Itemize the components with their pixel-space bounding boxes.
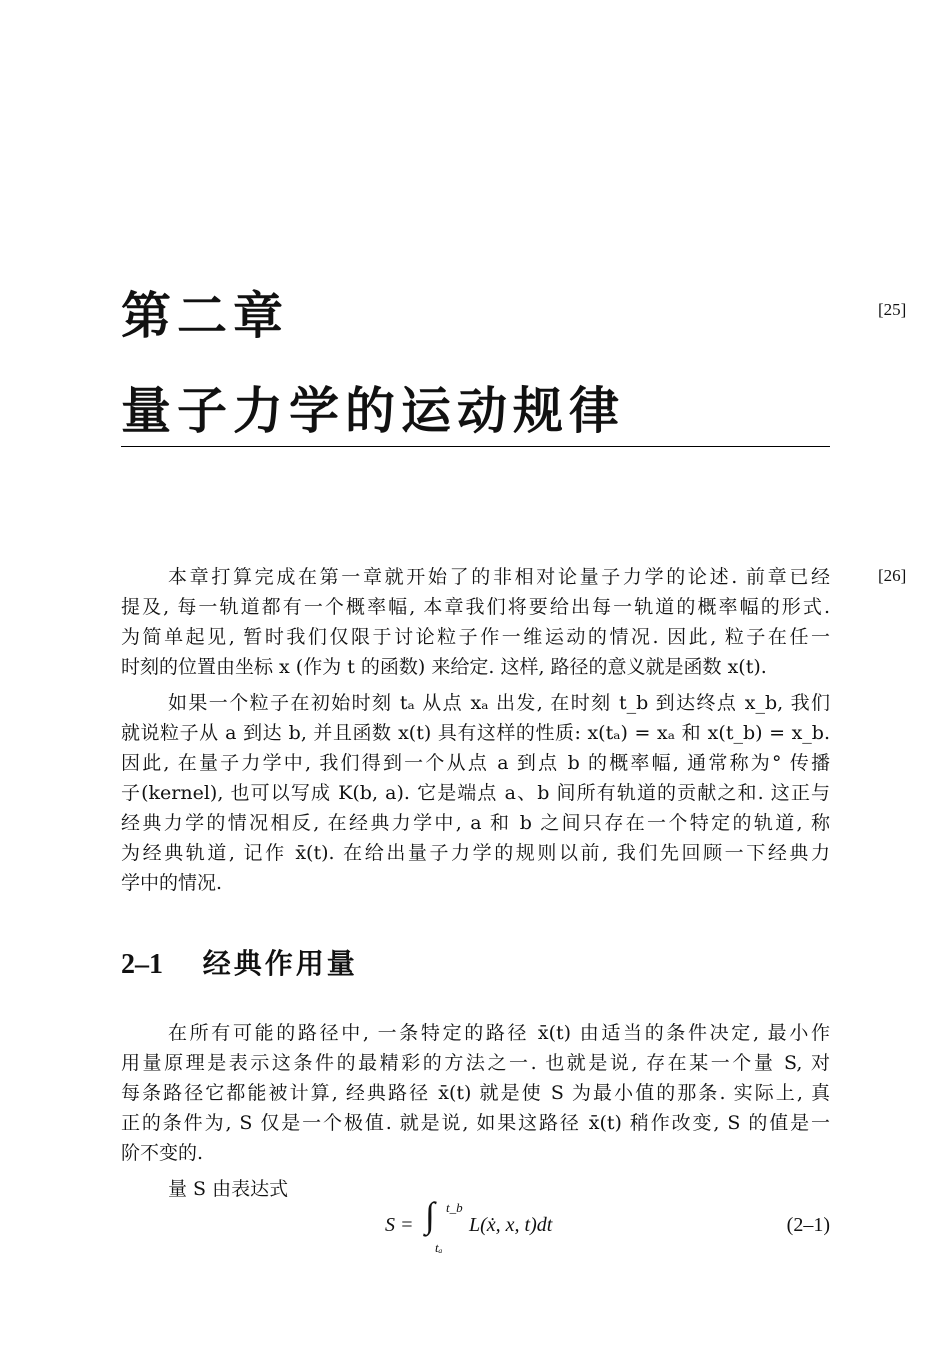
text-line: 正的条件为, S 仅是一个极值. 就是说, 如果这路径 x̄(t) 稍作改变, S 的值是一 <box>121 1112 830 1134</box>
page-marker-26: [26] <box>878 566 907 585</box>
integrand: L(ẋ, x, t)dt <box>469 1214 553 1236</box>
text-line: 提及, 每一轨道都有一个概率幅, 本章我们将要给出每一轨道的概率幅的形式. <box>121 596 830 618</box>
equation-number: (2–1) <box>786 1214 830 1236</box>
chapter-title: 量子力学的运动规律 <box>121 382 625 440</box>
intro-paragraph-1 <box>121 562 830 682</box>
text-line: 经典力学的情况相反, 在经典力学中, a 和 b 之间只存在一个特定的轨道, 称 <box>121 812 830 834</box>
upper-limit: t_b <box>446 1200 463 1215</box>
text-line: 本章打算完成在第一章就开始了的非相对论量子力学的论述. 前章已经 <box>168 566 830 588</box>
lower-limit: tₐ <box>435 1240 443 1255</box>
intro-paragraph-2 <box>121 688 830 898</box>
section-title: 经典作用量 <box>202 947 358 980</box>
text-line: 时刻的位置由坐标 x (作为 t 的函数) 来给定. 这样, 路径的意义就是函数 x(t). <box>121 656 767 678</box>
chapter-number: 第二章 <box>121 287 289 345</box>
text-line: 就说粒子从 a 到达 b, 并且函数 x(t) 具有这样的性质: x(tₐ) = xₐ 和 x(t_b) = x_b. <box>121 722 830 744</box>
section-paragraph-1 <box>121 1018 830 1168</box>
text-line: 学中的情况. <box>121 872 223 894</box>
text-line: 因此, 在量子力学中, 我们得到一个从点 a 到点 b 的概率幅, 通常称为° 传播 <box>121 752 830 774</box>
text-line: 每条路径它都能被计算, 经典路径 x̄(t) 就是使 S 为最小值的那条. 实际上, 真 <box>121 1082 830 1104</box>
title-rule <box>121 446 830 447</box>
text-line: 阶不变的. <box>121 1142 204 1164</box>
section-heading <box>121 944 358 985</box>
equation-lhs: S = <box>385 1214 414 1236</box>
text-line: 如果一个粒子在初始时刻 tₐ 从点 xₐ 出发, 在时刻 t_b 到达终点 x_b, 我们 <box>168 692 830 714</box>
text-line: 量 S 由表达式 <box>168 1178 289 1200</box>
page-marker-25: [25] <box>878 300 907 319</box>
text-line: 用量原理是表示这条件的最精彩的方法之一. 也就是说, 存在某一个量 S, 对 <box>121 1052 830 1074</box>
text-line: 为经典轨道, 记作 x̄(t). 在给出量子力学的规则以前, 我们先回顾一下经典力 <box>121 842 830 864</box>
text-line: 子(kernel), 也可以写成 K(b, a). 它是端点 a、b 间所有轨道的贡献之和. 这正与 <box>121 782 830 804</box>
section-number: 2–1 <box>121 949 163 980</box>
equation-2-1 <box>385 1196 830 1262</box>
integral-sign: ∫ <box>425 1195 435 1235</box>
text-line: 为简单起见, 暂时我们仅限于讨论粒子作一维运动的情况. 因此, 粒子在任一 <box>121 626 830 648</box>
text-line: 在所有可能的路径中, 一条特定的路径 x̄(t) 由适当的条件决定, 最小作 <box>168 1022 830 1044</box>
